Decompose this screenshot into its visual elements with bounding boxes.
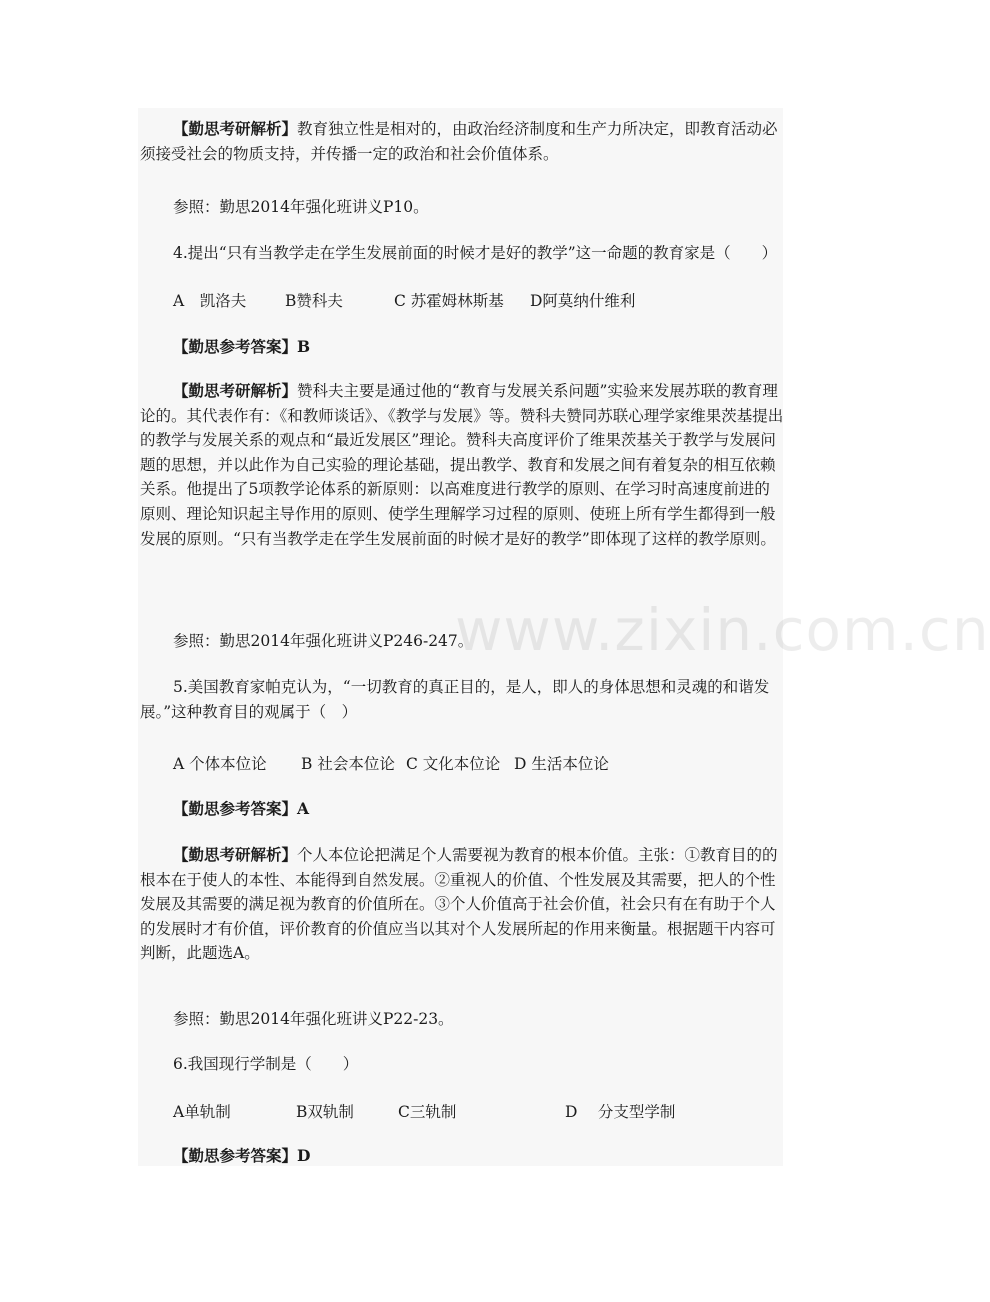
- reference-q5: 参照：勤思2014年强化班讲义P22-23。: [173, 1010, 454, 1028]
- analysis-paragraph-q5: [140, 843, 785, 966]
- analysis-text: 个人本位论把满足个人需要视为教育的根本价值。主张：①教育目的的根本在于使人的本性、本能得到自然发展。②重视人的价值、个性发展及其需要，把人的个性发展及其需要的满足视为教育的价值所在。③个人价值高于社会价值，社会只有在有助于个人的发展时才有价值，评价教育的价值应当以其对个人发展所起的作用来衡量。根据题干内容可判断，此题选A。: [140, 846, 778, 963]
- question-4: 4.提出“只有当教学走在学生发展前面的时候才是好的教学”这一命题的教育家是（ ）: [173, 244, 778, 262]
- option-b: B 社会本位论: [301, 755, 395, 773]
- option-c: C 文化本位论: [406, 755, 501, 773]
- option-c: C三轨制: [398, 1103, 457, 1121]
- option-d: D 生活本位论: [514, 755, 609, 773]
- analysis-text: 赞科夫主要是通过他的“教育与发展关系问题”实验来发展苏联的教育理论的。其代表作有：《和教师谈话》、《教学与发展》等。赞科夫赞同苏联心理学家维果茨基提出的教学与发展关系的观点和“最近发展区”理论。赞科夫高度评价了维果茨基关于教学与发展问题的思想，并以此作为自己实验的理论基础，提出教学、教育和发展之间有着复杂的相互依赖关系。他提出了5项教学论体系的新原则：以高难度进行教学的原则、在学习时高速度前进的原则、理论知识起主导作用的原则、使学生理解学习过程的原则、使班上所有学生都得到一般发展的原则。“只有当教学走在学生发展前面的时候才是好的教学”即体现了这样的教学原则。: [140, 382, 784, 548]
- analysis-paragraph-q4: [140, 379, 785, 551]
- option-c: C 苏霍姆林斯基: [394, 292, 504, 310]
- analysis-label: 【勤思考研解析】: [173, 845, 298, 864]
- question-5: 5.美国教育家帕克认为，“一切教育的真正目的，是人，即人的身体思想和灵魂的和谐发展。”这种教育目的观属于（ ）: [140, 678, 770, 721]
- answer-q5: 【勤思参考答案】A: [173, 799, 310, 818]
- analysis-label: 【勤思考研解析】: [173, 119, 298, 138]
- analysis-paragraph-q3: [140, 117, 785, 166]
- option-a: A 个体本位论: [173, 755, 267, 773]
- option-a: A单轨制: [173, 1103, 231, 1121]
- analysis-text: 教育独立性是相对的，由政治经济制度和生产力所决定，即教育活动必须接受社会的物质支持，并传播一定的政治和社会价值体系。: [140, 120, 778, 163]
- reference-q4: 参照：勤思2014年强化班讲义P246-247。: [173, 632, 474, 650]
- option-b: B双轨制: [296, 1103, 354, 1121]
- answer-q4: 【勤思参考答案】B: [173, 337, 311, 356]
- option-a: A 凯洛夫: [173, 292, 247, 310]
- question-6: 6.我国现行学制是（ ）: [173, 1055, 359, 1073]
- watermark: www.zixin.com.cn: [455, 596, 990, 664]
- analysis-label: 【勤思考研解析】: [173, 381, 298, 400]
- reference-q3: 参照：勤思2014年强化班讲义P10。: [173, 198, 429, 216]
- answer-q6: 【勤思参考答案】D: [173, 1146, 311, 1165]
- option-d: D阿莫纳什维利: [530, 292, 636, 310]
- option-b: B赞科夫: [285, 292, 343, 310]
- option-d: D 分支型学制: [565, 1103, 676, 1121]
